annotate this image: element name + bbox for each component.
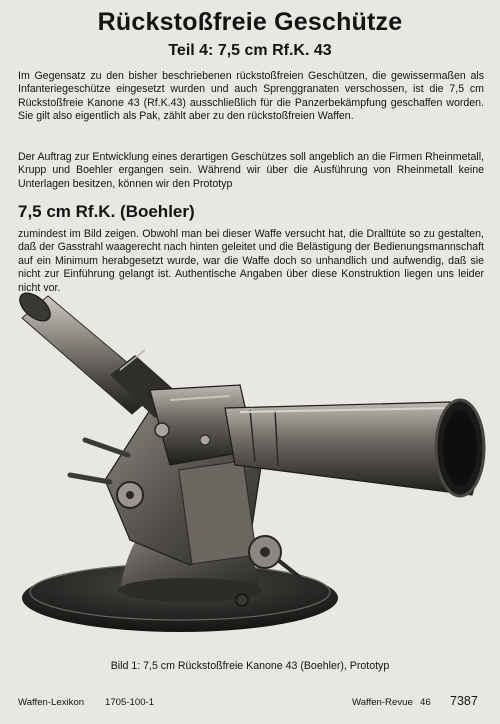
footer-code: 1705-100-1 (105, 697, 155, 708)
section-heading: 7,5 cm Rf.K. (Boehler) (18, 202, 195, 221)
footer-issue: 46 (420, 697, 431, 708)
paragraph-boehler: zumindest im Bild zeigen. Obwohl man bei dieser Waffe versucht hat, die Dralltüte so zu gestalten, daß der Gasstrahl waagerecht nach hinten geleitet und die Belästigung der Bedienungsmannschaft auf ein Minimum herabgesetzt wurde, war die Waffe doch so unhandlich und aufwendig, daß sie nicht zur Einführung gelangt ist. Authentische Angaben über diese Konstruktion liegen uns leider nicht vor. (18, 228, 484, 294)
paragraph-development: Der Auftrag zur Entwicklung eines derartigen Geschützes soll angeblich an die Firmen Rheinmetall, Krupp und Boehler ergangen sein. Während wir über die Ausführung von Rheinmetall keine Unterlagen besitzen, können wir den Prototyp (18, 151, 484, 190)
figure-caption: Bild 1: 7,5 cm Rückstoßfreie Kanone 43 (Boehler), Prototyp (110, 660, 390, 672)
footer-magazine: Waffen-Revue (352, 697, 413, 708)
page-title: Rückstoßfreie Geschütze (97, 8, 403, 36)
paragraph-intro: Im Gegensatz zu den bisher beschriebenen rückstoßfreien Geschützen, die gewissermaßen als Infanteriegeschütze eingesetzt wurden und auch Sprenggranaten verschossen, ist die 7,5 cm Rückstoßfreie Kanone 43 (Rf.K.43) ausschließlich für die Panzerbekämpfung geschaffen worden. Sie gilt also eigentlich als Pak, zählt aber zu den rückstoßfreien Waffen. (18, 70, 484, 123)
page-subtitle: Teil 4: 7,5 cm Rf.K. 43 (168, 42, 332, 59)
gun-photo (10, 290, 490, 645)
footer-page-number: 7387 (450, 694, 478, 708)
footer-publication: Waffen-Lexikon (18, 697, 85, 708)
